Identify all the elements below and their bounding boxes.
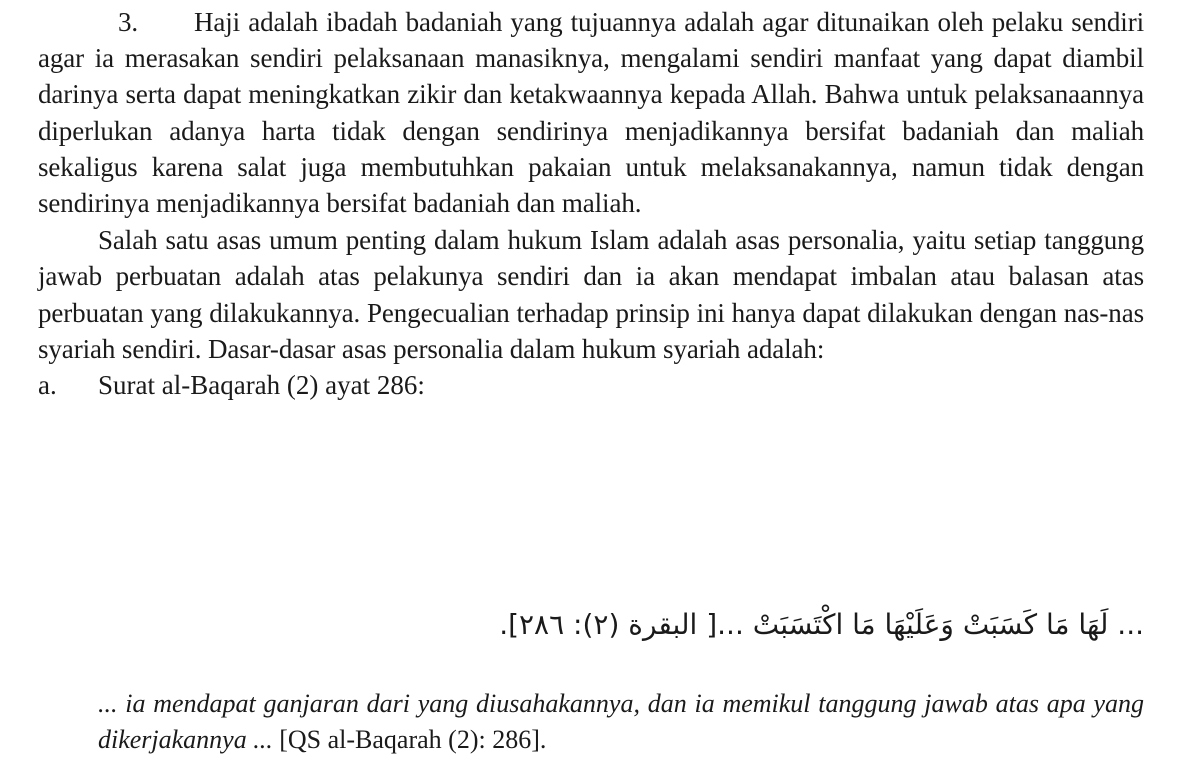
point-3-text: Haji adalah ibadah badaniah yang tujuannya adalah agar ditunaikan oleh pelaku sendiri agar ia merasakan sendiri pelaksanaan manasiknya, mengalami sendiri manfaat yang dapat diambil darinya serta dapat meningkatkan zikir dan ketakwaannya kepada Allah. Bahwa untuk pelaksanaannya diperlukan adanya harta tidak dengan sendirinya menjadikannya bersifat badaniah dan maliah sekaligus karena salat juga membutuhkan pakaian untuk melaksanakannya, namun tidak dengan sendirinya menjadikannya bersifat badaniah dan maliah.	[38, 7, 1144, 219]
list-item-a	[38, 367, 1144, 403]
document-page	[38, 0, 1144, 403]
point-3-paragraph	[38, 0, 1144, 221]
arabic-verse: ... لَهَا مَا كَسَبَتْ وَعَلَيْهَا مَا اكْتَسَبَتْ ...[ البقرة (٢): ٢٨٦].	[499, 608, 1144, 641]
verse-translation	[98, 686, 1144, 758]
point-3-number: 3.	[118, 7, 139, 37]
translation-reference: [QS al-Baqarah (2): 286].	[279, 725, 547, 754]
translation-italic-text: ... ia mendapat ganjaran dari yang diusahakannya, dan ia memikul tanggung jawab atas apa yang dikerjakannya ...	[98, 689, 1144, 754]
personalia-paragraph: Salah satu asas umum penting dalam hukum Islam adalah asas personalia, yaitu setiap tanggung jawab perbuatan adalah atas pelakunya sendiri dan ia akan mendapat imbalan atau balasan atas perbuatan yang dilakukannya. Pengecualian terhadap prinsip ini hanya dapat dilakukan dengan nas-nas syariah sendiri. Dasar-dasar asas personalia dalam hukum syariah adalah:	[38, 225, 1144, 364]
list-item-a-text: Surat al-Baqarah (2) ayat 286:	[98, 370, 425, 401]
list-item-a-letter: a.	[38, 370, 57, 401]
